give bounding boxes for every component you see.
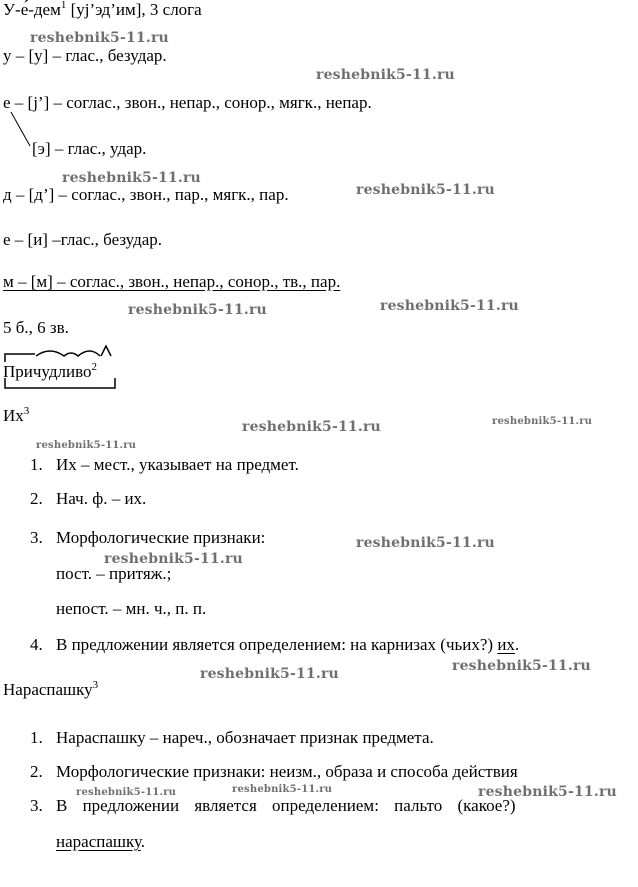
watermark: reshebnik5-11.ru	[316, 67, 455, 83]
root-arc-mark	[36, 351, 100, 356]
watermark: reshebnik5-11.ru	[356, 535, 495, 551]
sound-line-4: д – [д’] – соглас., звон., пар., мягк., пар.	[3, 185, 289, 204]
constant-features: пост. – притяж.;	[56, 564, 172, 583]
sound-line-1: у – [у] – глас., безудар.	[3, 46, 167, 65]
watermark: reshebnik5-11.ru	[232, 784, 333, 795]
watermark: reshebnik5-11.ru	[62, 170, 201, 186]
watermark: reshebnik5-11.ru	[76, 787, 177, 798]
watermark: reshebnik5-11.ru	[356, 182, 495, 198]
sound-line-3: [э] – глас., удар.	[32, 139, 147, 158]
watermark: reshebnik5-11.ru	[380, 298, 519, 314]
watermark: reshebnik5-11.ru	[452, 658, 591, 674]
word-ih: $Их^3$	[3, 405, 30, 425]
word-prichudlivo: Причудливо$^2$	[3, 361, 97, 381]
variable-features: непост. – мн. ч., п. п.	[56, 599, 207, 618]
watermark: reshebnik5-11.ru	[36, 440, 137, 451]
word-title: У-е́-дем$^1$ [уj’эд’им], 3 слога	[3, 0, 202, 19]
sound-line-6: м – [м] – соглас., звон., непар., сонор., тв., пар.	[3, 272, 341, 291]
watermark: reshebnik5-11.ru	[104, 551, 243, 567]
watermark: reshebnik5-11.ru	[30, 30, 169, 46]
word-naraspashku: Нараспашку$^3$	[3, 679, 99, 699]
sound-line-5: е – [и] –глас., безудар.	[3, 230, 163, 249]
watermark: reshebnik5-11.ru	[478, 784, 617, 800]
list-item-continuation: нараспашку.	[56, 832, 146, 851]
sound-line-2: е – [j’] – соглас., звон., непар., сонор., мягк., непар.	[3, 93, 372, 112]
summary-count: 5 б., 6 зв.	[3, 318, 69, 337]
prefix-mark	[5, 354, 35, 362]
watermark: reshebnik5-11.ru	[492, 416, 593, 427]
suffix-mark	[101, 346, 111, 356]
watermark: reshebnik5-11.ru	[200, 666, 339, 682]
watermark: reshebnik5-11.ru	[242, 419, 381, 435]
watermark: reshebnik5-11.ru	[128, 302, 267, 318]
branch-line	[11, 112, 30, 146]
